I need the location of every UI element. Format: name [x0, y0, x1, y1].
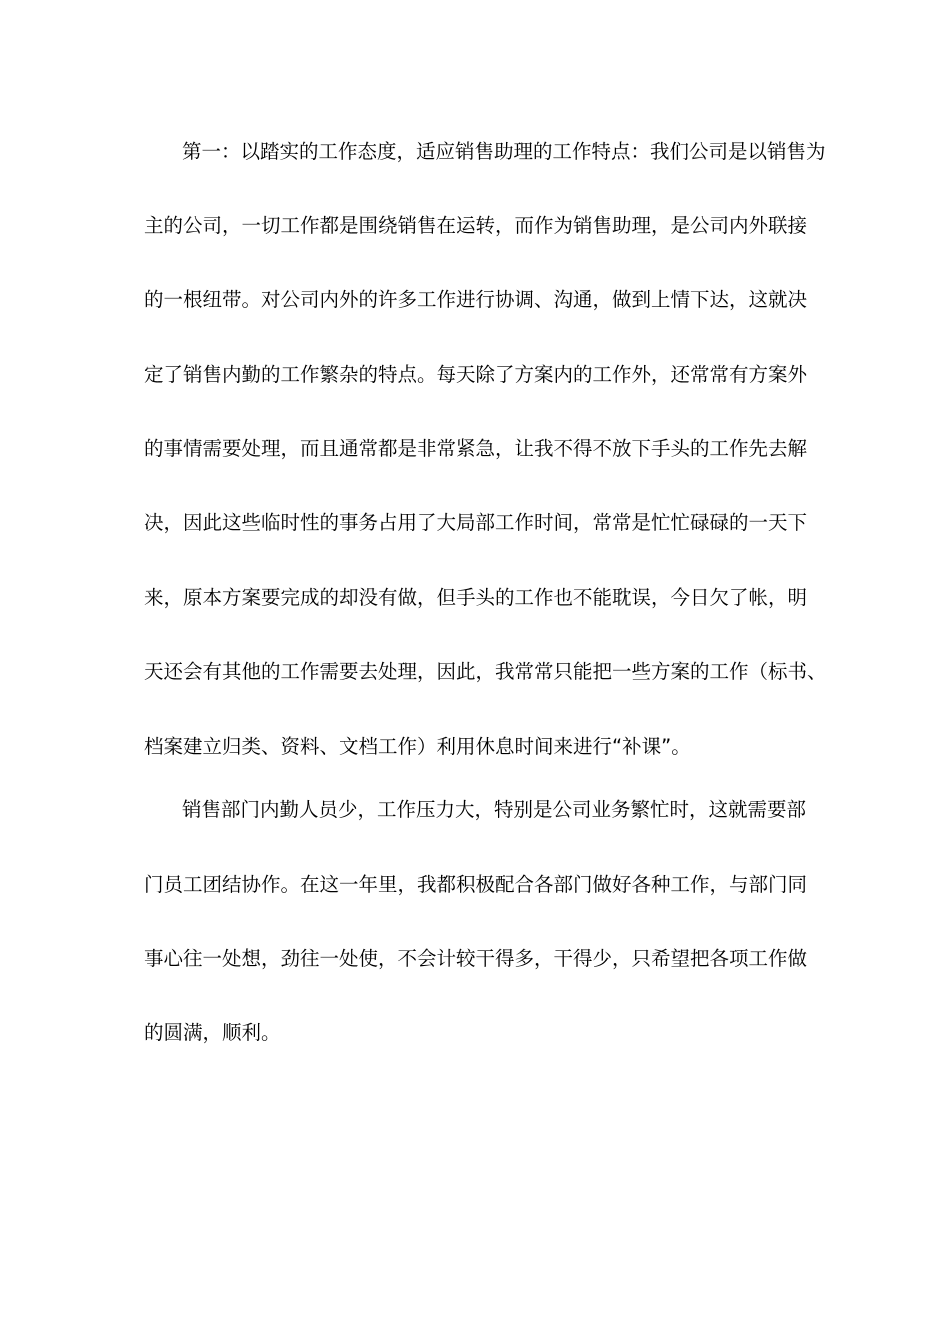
paragraph-line: 档案建立归类、资料、文档工作）利用休息时间来进行“补课”。: [144, 735, 691, 758]
paragraph-line: 决，因此这些临时性的事务占用了大局部工作时间，常常是忙忙碌碌的一天下: [144, 511, 808, 534]
paragraph-line: 的事情需要处理，而且通常都是非常紧急，让我不得不放下手头的工作先去解: [144, 437, 808, 460]
paragraph-line: 天还会有其他的工作需要去处理，因此，我常常只能把一些方案的工作（标书、: [144, 660, 827, 683]
paragraph-line: 主的公司，一切工作都是围绕销售在运转，而作为销售助理，是公司内外联接: [144, 214, 808, 237]
paragraph-line: 的一根纽带。对公司内外的许多工作进行协调、沟通，做到上情下达，这就决: [144, 288, 808, 311]
paragraph-line: 的圆满，顺利。: [144, 1021, 281, 1044]
paragraph-line: 定了销售内勤的工作繁杂的特点。每天除了方案内的工作外，还常常有方案外: [144, 363, 808, 386]
paragraph-line: 事心往一处想，劲往一处使，不会计较干得多，干得少，只希望把各项工作做: [144, 947, 808, 970]
paragraph-line: 门员工团结协作。在这一年里，我都积极配合各部门做好各种工作，与部门同: [144, 873, 808, 896]
paragraph-line: 销售部门内勤人员少，工作压力大，特别是公司业务繁忙时，这就需要部: [182, 798, 807, 821]
paragraph-line: 来，原本方案要完成的却没有做，但手头的工作也不能耽误，今日欠了帐，明: [144, 586, 808, 609]
paragraph-line: 第一：以踏实的工作态度，适应销售助理的工作特点：我们公司是以销售为: [182, 140, 826, 163]
